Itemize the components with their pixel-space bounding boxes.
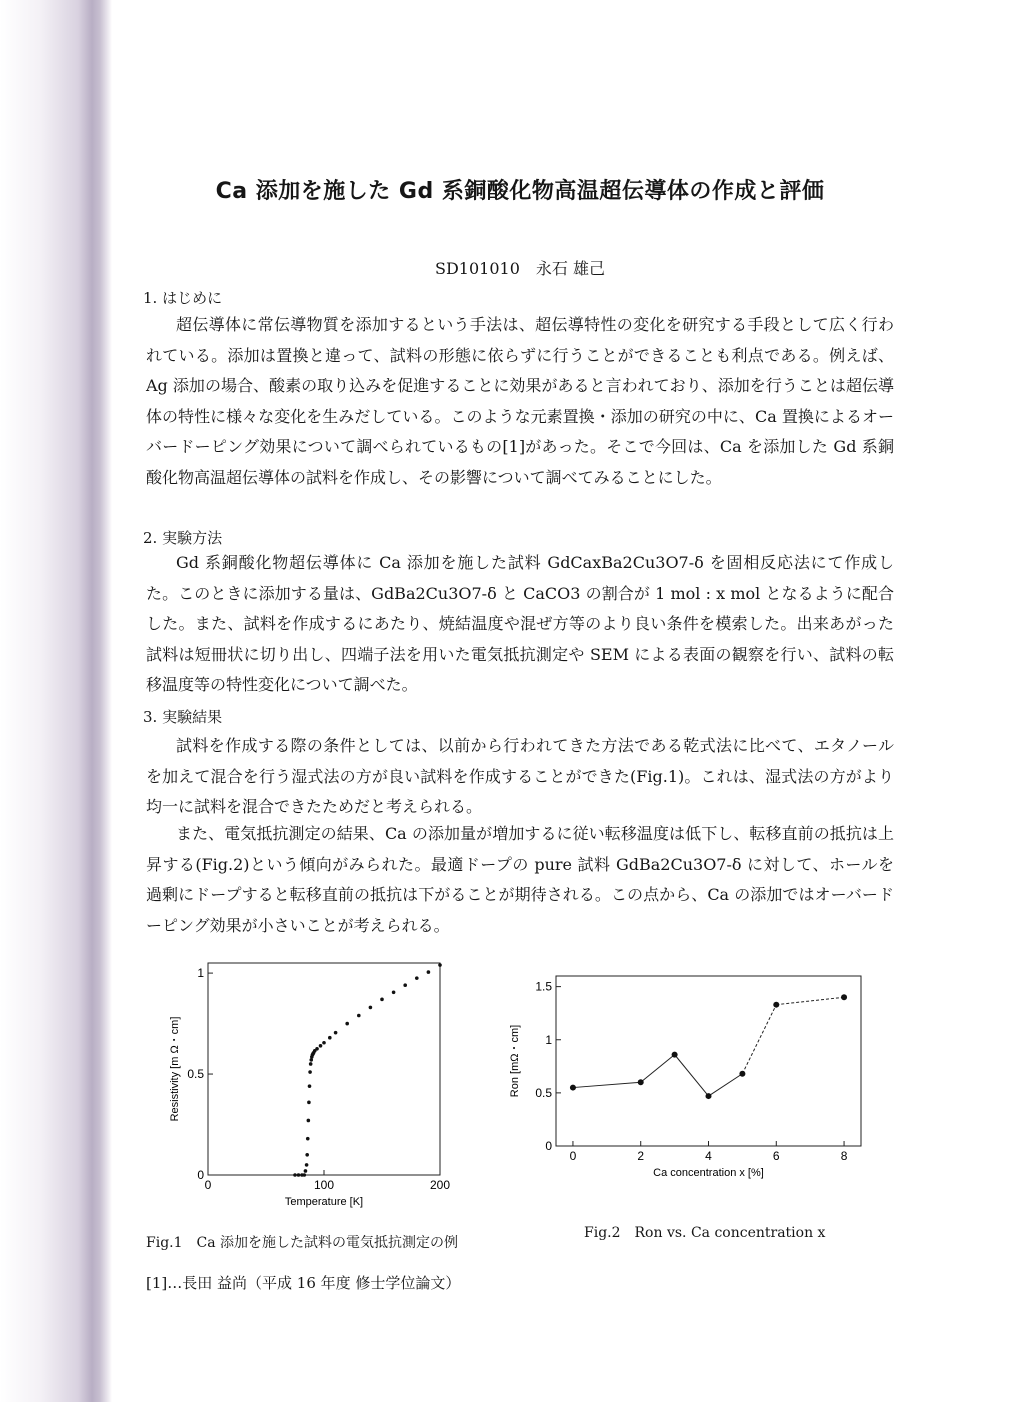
plot-frame bbox=[556, 976, 861, 1146]
x-axis-label: Ca concentration x [%] bbox=[653, 1167, 764, 1179]
plot-frame bbox=[208, 963, 440, 1175]
y-tick-label: 0 bbox=[197, 1168, 204, 1182]
x-tick-label: 4 bbox=[705, 1149, 712, 1163]
data-point bbox=[302, 1173, 306, 1177]
data-point bbox=[309, 1062, 313, 1066]
data-point bbox=[319, 1044, 323, 1048]
data-point bbox=[334, 1031, 338, 1035]
data-point bbox=[773, 1002, 779, 1008]
data-point bbox=[638, 1079, 644, 1085]
data-point bbox=[415, 976, 419, 980]
section-heading-intro: 1. はじめに bbox=[143, 289, 223, 307]
data-point bbox=[380, 998, 384, 1002]
x-tick-label: 2 bbox=[637, 1149, 645, 1163]
data-point bbox=[293, 1173, 297, 1177]
y-tick-label: 0.5 bbox=[535, 1085, 552, 1100]
paragraph-results-1: 試料を作成する際の条件としては、以前から行われてきた方法である乾式法に比べて、エタノールを加えて混合を行う湿式法の方が良い試料を作成することができた(Fig.1)。これは、湿式法の方がより均一に試料を混合できたためだと考えられる。 bbox=[146, 736, 894, 816]
data-point bbox=[392, 990, 396, 994]
resistivity-plot bbox=[160, 955, 470, 1215]
paragraph-results-2: また、電気抵抗測定の結果、Ca の添加量が増加するに従い転移温度は低下し、転移直前の抵抗は上昇する(Fig.2)という傾向がみられた。最適ドープの pure 試料 GdBa2Cu3O7-δ に対して、ホールを過剰にドープすると転移直前の抵抗は下がることが期待される。この点から、Ca の添加ではオーバードーピング効果が小さいことが考えられる。 bbox=[146, 824, 894, 935]
y-axis-label: Ron [mΩ・cm] bbox=[509, 1024, 521, 1098]
series-segment bbox=[776, 997, 844, 1004]
x-tick-label: 6 bbox=[772, 1149, 780, 1163]
data-point bbox=[739, 1071, 745, 1077]
data-point bbox=[345, 1022, 349, 1026]
author-line: SD101010 永石 雄己 bbox=[435, 259, 605, 278]
series-segment bbox=[709, 1074, 743, 1096]
y-tick-label: 0 bbox=[545, 1139, 552, 1153]
data-point bbox=[706, 1093, 712, 1099]
section-heading-method: 2. 実験方法 bbox=[143, 529, 223, 547]
data-point bbox=[306, 1137, 310, 1141]
data-point bbox=[307, 1119, 311, 1123]
y-tick-label: 1 bbox=[197, 966, 204, 981]
scan-binding-shadow bbox=[0, 0, 112, 1402]
x-axis-label: Temperature [K] bbox=[284, 1196, 364, 1208]
data-point bbox=[305, 1163, 309, 1167]
x-tick-label: 0 bbox=[204, 1178, 212, 1192]
data-point bbox=[305, 1153, 309, 1157]
reference-entry: [1]…長田 益尚（平成 16 年度 修士学位論文） bbox=[146, 1274, 461, 1292]
x-tick-label: 200 bbox=[429, 1178, 451, 1192]
data-point bbox=[357, 1014, 361, 1018]
data-point bbox=[315, 1047, 319, 1051]
data-point bbox=[369, 1006, 373, 1010]
data-point bbox=[403, 983, 407, 987]
series-segment bbox=[742, 1005, 776, 1074]
x-tick-label: 8 bbox=[840, 1149, 848, 1163]
figure-1-chart bbox=[160, 955, 470, 1215]
figure-2-caption: Fig.2 Ron vs. Ca concentration x bbox=[584, 1225, 826, 1241]
ron-plot bbox=[500, 970, 870, 1190]
paragraph-intro: 超伝導体に常伝導物質を添加するという手法は、超伝導特性の変化を研究する手段として広く行われている。添加は置換と違って、試料の形態に依らずに行うことができることも利点である。例えば、Ag 添加の場合、酸素の取り込みを促進することに効果があると言われており、添加を行うことは超伝導体の特性に様々な変化を生みだしている。このような元素置換・添加の研究の中に、Ca 置換によるオーバードーピング効果について調べられているもの[1]があった。そこで今回は、Ca を添加した Gd 系銅酸化物高温超伝導体の試料を作成し、その影響について調べてみることにした。 bbox=[146, 315, 894, 487]
data-point bbox=[672, 1052, 678, 1058]
series-segment bbox=[573, 1082, 641, 1087]
y-axis-label: Resistivity [m Ω・cm] bbox=[169, 1016, 181, 1122]
data-point bbox=[438, 963, 442, 967]
data-point bbox=[307, 1101, 311, 1105]
y-tick-label: 1 bbox=[545, 1032, 552, 1047]
figure-1-caption: Fig.1 Ca 添加を施した試料の電気抵抗測定の例 bbox=[146, 1235, 459, 1251]
x-tick-label: 100 bbox=[313, 1178, 335, 1192]
series-segment bbox=[641, 1055, 675, 1083]
data-point bbox=[322, 1041, 326, 1045]
series-segment bbox=[675, 1055, 709, 1096]
figure-2-chart bbox=[500, 970, 870, 1190]
data-point bbox=[841, 994, 847, 1000]
data-point bbox=[308, 1084, 312, 1088]
data-point bbox=[570, 1085, 576, 1091]
paper-title: Ca 添加を施した Gd 系銅酸化物高温超伝導体の作成と評価 bbox=[215, 179, 825, 204]
x-tick-label: 0 bbox=[569, 1149, 577, 1163]
section-heading-results: 3. 実験結果 bbox=[143, 708, 223, 726]
data-point bbox=[297, 1173, 301, 1177]
y-tick-label: 1.5 bbox=[535, 979, 552, 994]
data-point bbox=[304, 1169, 308, 1173]
y-tick-label: 0.5 bbox=[187, 1067, 204, 1082]
data-point bbox=[427, 970, 431, 974]
data-point bbox=[308, 1070, 312, 1074]
paragraph-method: Gd 系銅酸化物超伝導体に Ca 添加を施した試料 GdCaxBa2Cu3O7-δ を固相反応法にて作成した。このときに添加する量は、GdBa2Cu3O7-δ と CaCO3 の割合が 1 mol : x mol となるように配合した。また、試料を作成するにあたり、焼結温度や混ぜ方等のより良い条件を模索した。出来あがった試料は短冊状に切り出し、四端子法を用いた電気抵抗測定や SEM による表面の観察を行い、試料の転移温度等の特性変化について調べた。 bbox=[146, 553, 894, 694]
data-point bbox=[328, 1036, 332, 1040]
data-point bbox=[309, 1058, 313, 1062]
